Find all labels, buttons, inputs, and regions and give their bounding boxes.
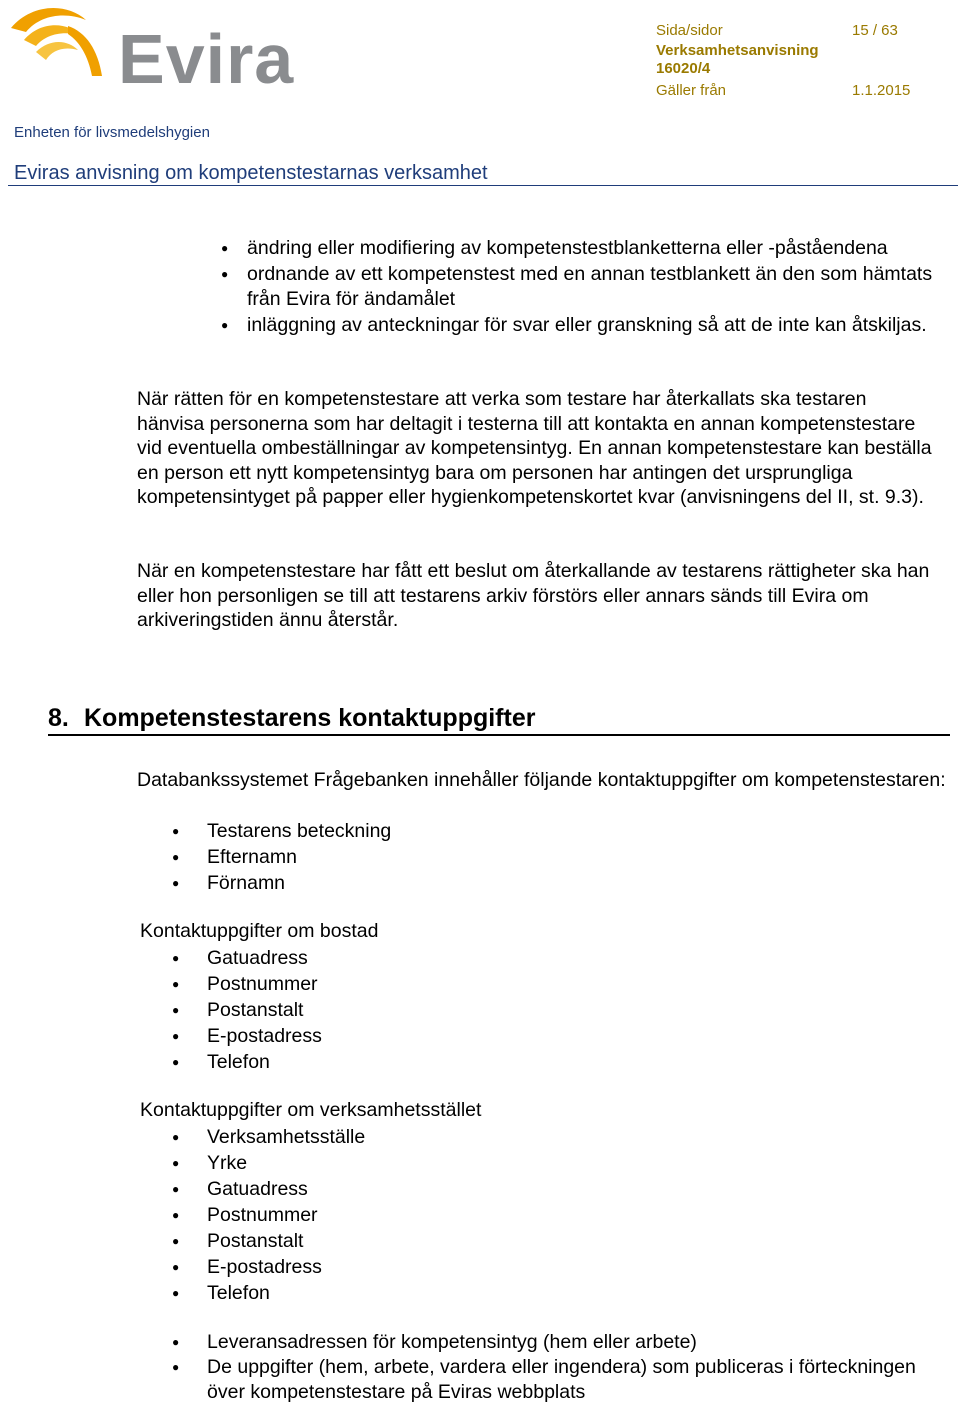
home-contact-list	[172, 945, 932, 1075]
valid-date: 1.1.2015	[852, 82, 911, 99]
list-item: ● Telefon	[172, 1280, 932, 1306]
page-number: 15 / 63	[852, 22, 898, 39]
section-number: 8.	[48, 704, 69, 732]
list-item: ● De uppgifter (hem, arbete, vardera eller ingendera) som publiceras i förteckningen över kompetenstestare på Eviras webbplats	[172, 1355, 932, 1405]
list-item: ● Postnummer	[172, 1202, 932, 1228]
work-contact-list	[172, 1124, 932, 1306]
document-title: Eviras anvisning om kompetenstestarnas verksamhet	[14, 162, 488, 184]
list-item: ● Telefon	[172, 1049, 932, 1075]
doc-type: Verksamhetsanvisning	[656, 42, 819, 59]
list-item: ● Gatuadress	[172, 945, 932, 971]
list-item: ● Testarens beteckning	[172, 818, 932, 844]
page-label: Sida/sidor	[656, 22, 723, 39]
home-contact-heading: Kontaktuppgifter om bostad	[140, 920, 379, 942]
paragraph-archive: När en kompetenstestare har fått ett beslut om återkallande av testarens rättigheter ska han eller hon personligen se till att testarens arkiv förstörs eller annars sänds till Evira om arkiveringstiden ännu återstår.	[137, 560, 930, 631]
list-item: ● Leveransadressen för kompetensintyg (hem eller arbete)	[172, 1330, 932, 1355]
section-intro: Databankssystemet Frågebanken innehåller följande kontaktuppgifter om kompetenstestaren:	[137, 769, 946, 791]
identity-list	[172, 818, 932, 896]
list-item: ● E-postadress	[172, 1023, 932, 1049]
work-contact-heading: Kontaktuppgifter om verksamhetsstället	[140, 1099, 482, 1121]
unit-name: Enheten för livsmedelshygien	[14, 124, 210, 141]
document-meta	[656, 22, 956, 100]
list-item: ● ordnande av ett kompetenstest med en annan testblankett än den som hämtats från Evira för ändamålet	[221, 262, 951, 313]
section-heading	[48, 704, 950, 736]
valid-label: Gäller från	[656, 82, 727, 99]
list-item: ● Postanstalt	[172, 997, 932, 1023]
list-item: ● Postanstalt	[172, 1228, 932, 1254]
list-item: ● ändring eller modifiering av kompetenstestblanketterna eller -påståendena	[221, 236, 951, 262]
section-title: Kompetenstestarens kontaktuppgifter	[84, 704, 536, 732]
list-item: ● Verksamhetsställe	[172, 1124, 932, 1150]
list-item: ● Gatuadress	[172, 1176, 932, 1202]
list-item: ● Efternamn	[172, 844, 932, 870]
intro-bullet-list	[221, 236, 951, 339]
list-item: ● E-postadress	[172, 1254, 932, 1280]
evira-logo-mark	[6, 6, 116, 82]
delivery-list	[172, 1330, 932, 1405]
logo-wordmark: Evira	[118, 20, 295, 98]
list-item: ● inläggning av anteckningar för svar eller granskning så att de inte kan åtskiljas.	[221, 313, 951, 339]
header-divider	[8, 185, 958, 186]
doc-number: 16020/4	[656, 60, 711, 77]
list-item: ● Postnummer	[172, 971, 932, 997]
list-item: ● Förnamn	[172, 870, 932, 896]
paragraph-revocation: När rätten för en kompetenstestare att verka som testare har återkallats ska testaren hänvisa personerna som har deltagit i testerna till att kontakta en annan kompetenstestare vid eventuella ombeställningar av kompetensintyg. En annan kompetenstestare kan beställa en person ett nytt kompetensintyg bara om personen har antingen det ursprungliga kompetensintyget på papper eller hygienkompetenskortet kvar (anvisningens del II, st. 9.3).	[137, 388, 932, 508]
list-item: ● Yrke	[172, 1150, 932, 1176]
evira-logo	[6, 6, 295, 98]
